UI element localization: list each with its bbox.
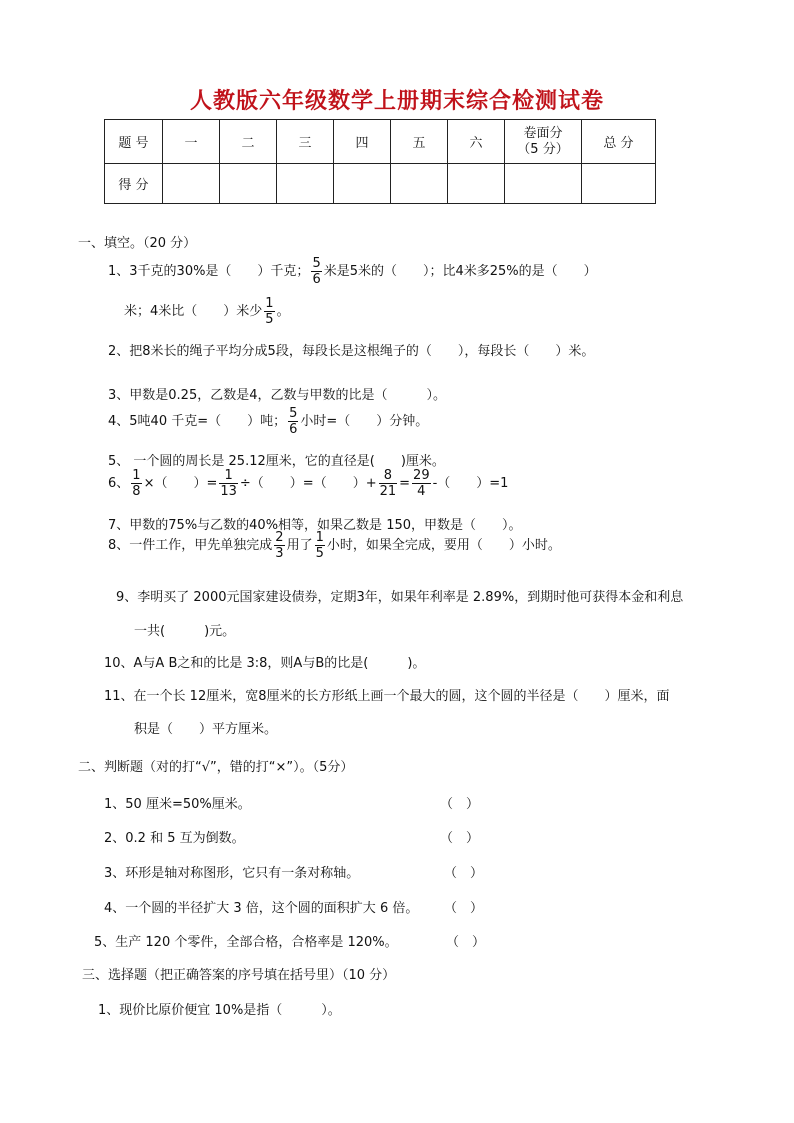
score-header-6: 六 xyxy=(448,120,505,164)
score-cell[interactable] xyxy=(505,164,582,204)
fraction-denominator: 4 xyxy=(417,484,426,499)
q5: 5、 一个圆的周长是 25.12厘米，它的直径是( )厘米。 xyxy=(108,454,445,469)
fraction-denominator: 21 xyxy=(379,484,397,499)
q6-text-a: 6、 xyxy=(108,476,130,491)
q7: 7、甲数的75%与乙数的40%相等，如果乙数是 150，甲数是（ ）。 xyxy=(108,518,522,533)
q4-fraction xyxy=(288,406,298,437)
q6-text-d: = xyxy=(399,476,411,491)
fraction-denominator: 5 xyxy=(315,546,324,561)
q1-line1 xyxy=(108,256,597,287)
q9-line1: 9、李明买了 2000元国家建设债券，定期3年，如果年利率是 2.89%，到期时他可获得本金和利息 xyxy=(116,590,684,605)
q6-fraction-2 xyxy=(219,468,238,499)
choice-q1: 1、现价比原价便宜 10%是指（ ）。 xyxy=(98,1003,341,1018)
page-title: 人教版六年级数学上册期末综合检测试卷 xyxy=(189,88,604,114)
score-table xyxy=(104,119,656,204)
q8-fraction-1 xyxy=(274,530,284,561)
fraction-denominator: 8 xyxy=(132,484,141,499)
q1-fraction-2 xyxy=(264,296,274,327)
q6-text-b: ×（ ）= xyxy=(143,476,218,491)
judge-answer-3[interactable]: （ ） xyxy=(444,866,484,881)
score-header-2: 二 xyxy=(220,120,277,164)
score-cell[interactable] xyxy=(448,164,505,204)
fraction-numerator: 29 xyxy=(413,468,430,483)
section3-heading: 三、选择题（把正确答案的序号填在括号里）（10 分） xyxy=(82,968,396,983)
q8 xyxy=(108,530,561,561)
q1-text-d: 。 xyxy=(276,304,290,319)
fraction-denominator: 3 xyxy=(275,546,284,561)
judge-answer-2[interactable]: （ ） xyxy=(440,831,480,846)
q8-text-a: 8、一件工作，甲先单独完成 xyxy=(108,538,273,553)
judge-item-3: 3、环形是轴对称图形，它只有一条对称轴。 xyxy=(104,866,360,881)
q4-text-a: 4、5吨40 千克=（ ）吨； xyxy=(108,414,287,429)
score-header-3: 三 xyxy=(277,120,334,164)
q6 xyxy=(108,468,508,499)
score-header-1: 一 xyxy=(163,120,220,164)
q1-text-b: 米是5米的（ ）；比4米多25%的是（ ） xyxy=(323,264,597,279)
judge-item-2: 2、0.2 和 5 互为倒数。 xyxy=(104,831,245,846)
section1-heading: 一、填空。（20 分） xyxy=(78,236,197,251)
q1-line2 xyxy=(124,296,290,327)
q8-text-c: 小时，如果全完成，要用（ ）小时。 xyxy=(326,538,561,553)
fraction-numerator: 5 xyxy=(312,256,321,271)
q1-text-c: 米；4米比（ ）米少 xyxy=(124,304,263,319)
q8-text-b: 用了 xyxy=(286,538,313,553)
judge-answer-5[interactable]: （ ） xyxy=(446,935,486,950)
q1-fraction-1 xyxy=(311,256,321,287)
fraction-numerator: 1 xyxy=(219,468,238,484)
judge-answer-1[interactable]: （ ） xyxy=(440,797,480,812)
section2-heading: 二、判断题（对的打“√”，错的打“×”）。（5分） xyxy=(78,760,354,775)
q3: 3、甲数是0.25，乙数是4，乙数与甲数的比是（ ）。 xyxy=(108,388,446,403)
q4 xyxy=(108,406,428,437)
judge-answer-4[interactable]: （ ） xyxy=(444,901,484,916)
score-header-neatness xyxy=(505,120,582,164)
fraction-denominator: 6 xyxy=(312,272,321,287)
score-header-label: 题 号 xyxy=(105,120,163,164)
fraction-numerator: 1 xyxy=(132,468,141,483)
score-cell[interactable] xyxy=(163,164,220,204)
score-cell[interactable] xyxy=(277,164,334,204)
q10: 10、A与A B之和的比是 3:8，则A与B的比是( )。 xyxy=(104,656,426,671)
q6-fraction-4 xyxy=(412,468,431,499)
fraction-denominator: 5 xyxy=(265,312,274,327)
fraction-numerator: 2 xyxy=(275,530,284,545)
score-cell[interactable] xyxy=(391,164,448,204)
fraction-numerator: 1 xyxy=(265,296,274,311)
q1-text-a: 1、3千克的30%是（ ）千克； xyxy=(108,264,310,279)
q9-line2: 一共( )元。 xyxy=(134,624,236,639)
judge-item-5: 5、生产 120 个零件，全部合格，合格率是 120%。 xyxy=(94,935,398,950)
score-cell[interactable] xyxy=(334,164,391,204)
score-header-5: 五 xyxy=(391,120,448,164)
fraction-denominator: 13 xyxy=(220,484,237,499)
q6-fraction-3 xyxy=(379,468,398,499)
q4-text-b: 小时=（ ）分钟。 xyxy=(300,414,429,429)
q8-fraction-2 xyxy=(315,530,325,561)
q2: 2、把8米长的绳子平均分成5段，每段长是这根绳子的（ ），每段长（ ）米。 xyxy=(108,344,595,359)
score-cell[interactable] xyxy=(582,164,656,204)
q11-line1: 11、在一个长 12厘米，宽8厘米的长方形纸上画一个最大的圆，这个圆的半径是（ ）厘米，面 xyxy=(104,689,670,704)
score-row-label: 得 分 xyxy=(105,164,163,204)
score-header-total: 总 分 xyxy=(582,120,656,164)
q6-text-e: -（ ）=1 xyxy=(432,476,509,491)
score-header-neatness-label: 卷面分 xyxy=(523,125,563,141)
judge-item-1: 1、50 厘米=50%厘米。 xyxy=(104,797,251,812)
judge-item-4: 4、一个圆的半径扩大 3 倍，这个圆的面积扩大 6 倍。 xyxy=(104,901,419,916)
q6-fraction-1 xyxy=(131,468,141,499)
score-header-neatness-points: （5 分） xyxy=(517,141,569,157)
fraction-numerator: 5 xyxy=(289,406,298,421)
fraction-numerator: 8 xyxy=(379,468,398,484)
score-cell[interactable] xyxy=(220,164,277,204)
q6-text-c: ÷（ ）=（ ）+ xyxy=(239,476,377,491)
fraction-denominator: 6 xyxy=(289,422,298,437)
q11-line2: 积是（ ）平方厘米。 xyxy=(134,722,278,737)
fraction-numerator: 1 xyxy=(315,530,324,545)
score-header-4: 四 xyxy=(334,120,391,164)
